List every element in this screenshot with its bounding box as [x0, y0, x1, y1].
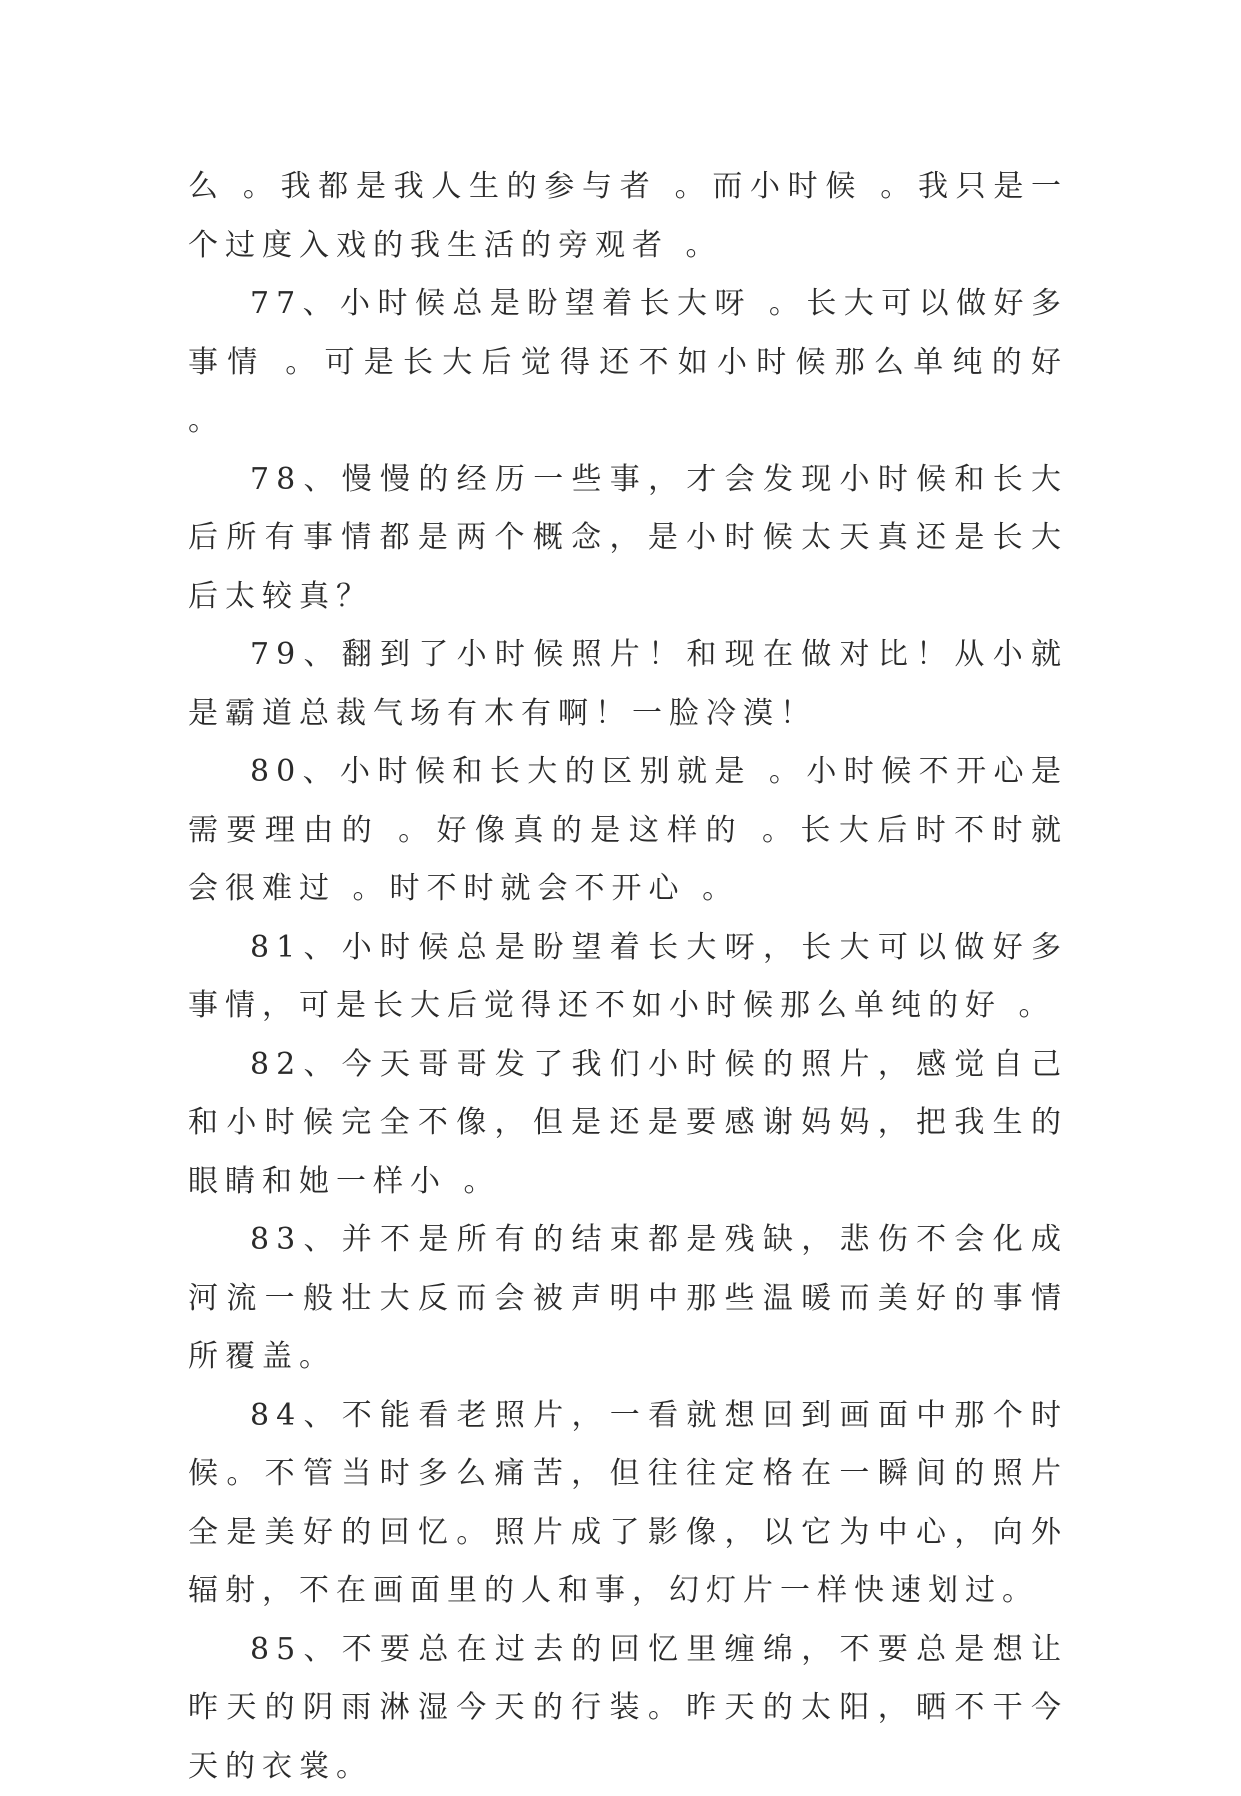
paragraph-continuation: 么 。我都是我人生的参与者 。而小时候 。我只是一个过度入戏的我生活的旁观者 。 — [188, 158, 1068, 275]
document-body — [188, 158, 1068, 1796]
paragraph-84: 84、不能看老照片，一看就想回到画面中那个时候。不管当时多么痛苦，但往往定格在一瞬间的照片全是美好的回忆。照片成了影像，以它为中心，向外辐射，不在画面里的人和事，幻灯片一样快速划过。 — [188, 1387, 1068, 1621]
paragraph-78: 78、慢慢的经历一些事，才会发现小时候和长大后所有事情都是两个概念，是小时候太天真还是长大后太较真？ — [188, 451, 1068, 627]
paragraph-85: 85、不要总在过去的回忆里缠绵，不要总是想让昨天的阴雨淋湿今天的行装。昨天的太阳，晒不干今天的衣裳。 — [188, 1621, 1068, 1796]
paragraph-77: 77、小时候总是盼望着长大呀 。长大可以做好多事情 。可是长大后觉得还不如小时候那么单纯的好 。 — [188, 275, 1068, 451]
paragraph-81: 81、小时候总是盼望着长大呀，长大可以做好多事情，可是长大后觉得还不如小时候那么单纯的好 。 — [188, 919, 1068, 1036]
paragraph-80: 80、小时候和长大的区别就是 。小时候不开心是需要理由的 。好像真的是这样的 。长大后时不时就会很难过 。时不时就会不开心 。 — [188, 743, 1068, 919]
paragraph-82: 82、今天哥哥发了我们小时候的照片，感觉自己和小时候完全不像，但是还是要感谢妈妈，把我生的眼睛和她一样小 。 — [188, 1036, 1068, 1212]
paragraph-79: 79、翻到了小时候照片！和现在做对比！从小就是霸道总裁气场有木有啊！一脸冷漠！ — [188, 626, 1068, 743]
paragraph-83: 83、并不是所有的结束都是残缺，悲伤不会化成河流一般壮大反而会被声明中那些温暖而美好的事情所覆盖。 — [188, 1211, 1068, 1387]
